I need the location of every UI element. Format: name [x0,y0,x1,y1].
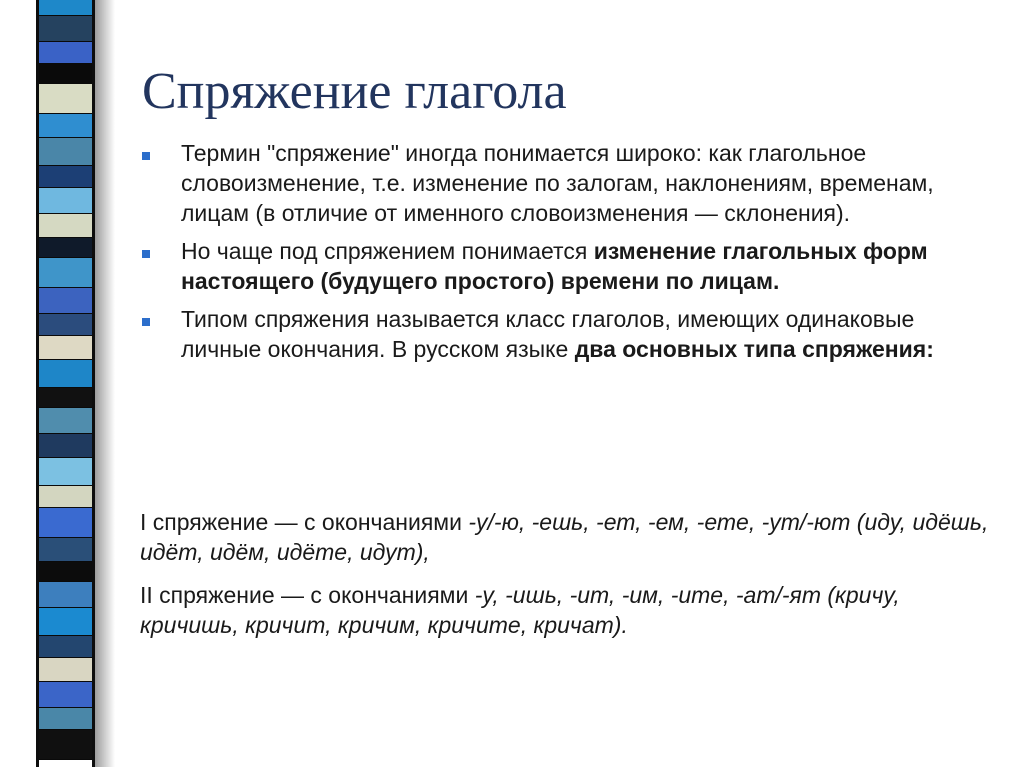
square-bullet-icon [142,318,150,326]
stripe-band [39,214,92,238]
bullet-bold-text: два основных типа спряжения: [574,336,934,362]
stripe-band [39,682,92,708]
stripe-band [39,336,92,360]
stripe-band [39,64,92,84]
stripe-band [39,314,92,336]
bullet-bold-text: изменение глагольных форм настоящего (будущего простого) времени по лицам. [181,238,928,294]
bullet-item [140,304,990,364]
square-bullet-icon [142,152,150,160]
bullet-text: Но чаще под спряжением понимается [181,238,594,264]
stripe-band [39,188,92,214]
stripe-band [39,582,92,608]
conjugation-label: II спряжение — с окончаниями [140,582,475,608]
square-bullet-icon [142,250,150,258]
decorative-stripe [36,0,95,767]
stripe-band [39,458,92,486]
stripe-band [39,258,92,288]
stripe-band [39,408,92,434]
stripe-band [39,730,92,760]
stripe-band [39,388,92,408]
stripe-band [39,538,92,562]
stripe-band [39,708,92,730]
stripe-band [39,608,92,636]
stripe-band [39,42,92,64]
stripe-shadow [95,0,115,767]
bullet-item [140,138,990,228]
conjugation-endings: -у, -ишь, -ит, -им, -ите, -ат/-ят (кричу, кричишь, кричит, кричим, кричите, кричат). [140,582,900,638]
stripe-band [39,658,92,682]
stripe-band [39,16,92,42]
stripe-band [39,0,92,16]
stripe-band [39,114,92,138]
conjugation-endings: -у/-ю, -ешь, -ет, -ем, -ете, -ут/-ют (иду, идёшь, идёт, идём, идёте, идут), [140,509,989,565]
stripe-band [39,486,92,508]
bullet-text: Типом спряжения называется класс глаголов, имеющих одинаковые личные окончания. В русском языке [181,306,915,362]
bullet-text: Термин "спряжение" иногда понимается широко: как глагольное словоизменение, т.е. изменение по залогам, наклонениям, временам, лицам (в отличие от именного словоизменения — склонения). [181,140,934,226]
stripe-band [39,288,92,314]
conjugation-label: I спряжение — с окончаниями [140,509,469,535]
stripe-band [39,84,92,114]
stripe-band [39,562,92,582]
stripe-band [39,166,92,188]
stripe-band [39,360,92,388]
stripe-band [39,434,92,458]
bullet-item [140,236,990,296]
stripe-band [39,636,92,658]
conjugation-second [140,580,1000,640]
slide-title: Спряжение глагола [142,63,567,120]
bullet-list [140,138,990,372]
stripe-band [39,238,92,258]
conjugation-first [140,507,1000,567]
stripe-band [39,138,92,166]
stripe-band [39,508,92,538]
